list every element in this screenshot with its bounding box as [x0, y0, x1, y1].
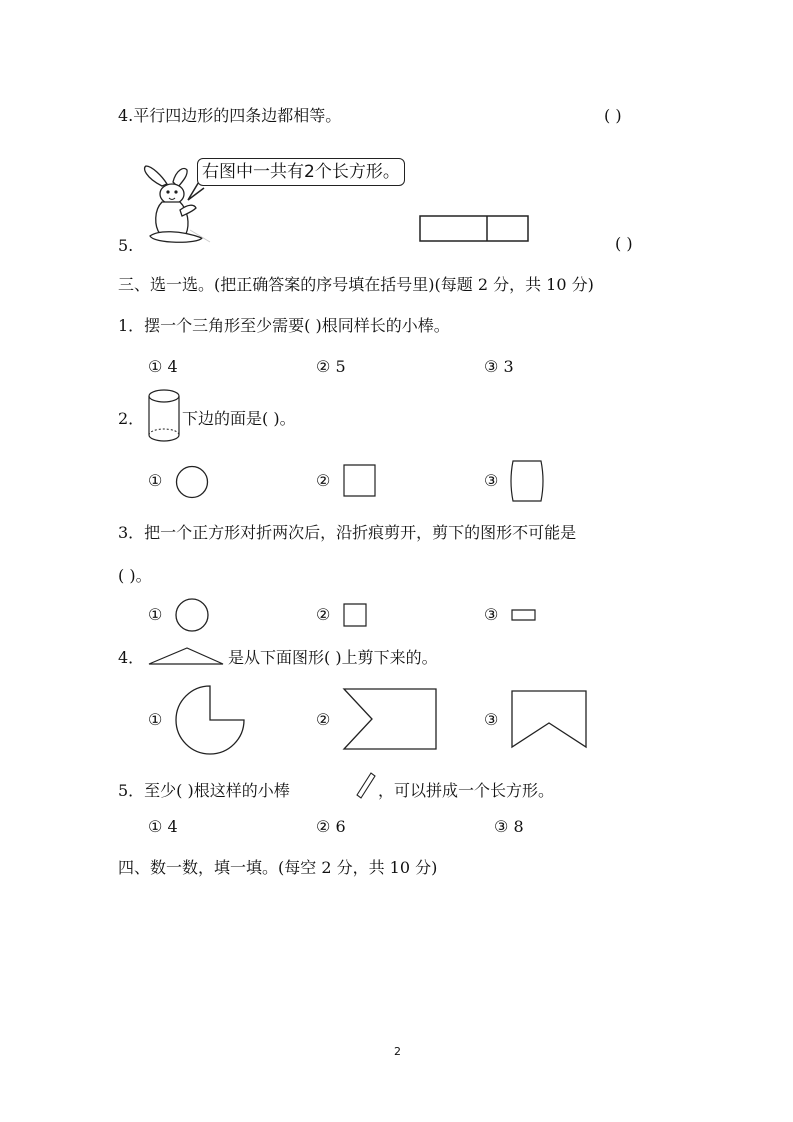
- option-marker: ③: [494, 817, 509, 836]
- choice-q3-text-line2: ( )。: [118, 566, 152, 585]
- choice-q5-option-3[interactable]: [494, 817, 524, 837]
- rectangle-shape[interactable]: [511, 609, 536, 621]
- choice-q3-text-line1: 3．把一个正方形对折两次后，沿折痕剪开，剪下的图形不可能是: [118, 523, 577, 542]
- option-value: 3: [503, 357, 514, 376]
- triangle-icon: [147, 646, 225, 666]
- choice-q1-option-3[interactable]: [484, 357, 514, 377]
- two-rectangles-figure: [419, 215, 529, 242]
- pie-cut-circle-shape[interactable]: [176, 684, 248, 756]
- square-shape[interactable]: [343, 603, 367, 627]
- choice-q5-text-part2: ，可以拼成一个长方形。: [378, 781, 555, 800]
- notched-pentagon-shape[interactable]: [342, 687, 438, 751]
- choice-q1-option-1[interactable]: [148, 357, 178, 377]
- part3-heading: 三、选一选。(把正确答案的序号填在括号里)(每题 2 分，共 10 分): [118, 275, 594, 294]
- option-marker: ②: [316, 357, 331, 376]
- choice-q1-option-2[interactable]: [316, 357, 346, 377]
- circle-shape[interactable]: [175, 597, 209, 633]
- choice-q4-option-1-marker[interactable]: ①: [148, 710, 163, 729]
- true-false-q5-answer-blank[interactable]: ( ): [615, 234, 633, 253]
- choice-q5-option-2[interactable]: [316, 817, 346, 837]
- option-value: 4: [167, 817, 178, 836]
- choice-q3-option-2-marker[interactable]: ②: [316, 605, 331, 624]
- cylinder-icon: [147, 388, 181, 444]
- choice-q2-option-3-marker[interactable]: ③: [484, 471, 499, 490]
- true-false-q5-number: 5.: [118, 236, 134, 255]
- choice-q4-option-3-marker[interactable]: ③: [484, 710, 499, 729]
- cylinder-side-shape[interactable]: [509, 459, 545, 503]
- option-value: 6: [335, 817, 346, 836]
- notched-banner-shape[interactable]: [510, 689, 588, 749]
- choice-q4-number: 4．: [118, 648, 145, 667]
- option-value: 4: [167, 357, 178, 376]
- choice-q3-option-3-marker[interactable]: ③: [484, 605, 499, 624]
- option-marker: ②: [316, 817, 331, 836]
- choice-q2-option-1-marker[interactable]: ①: [148, 471, 163, 490]
- option-value: 5: [335, 357, 346, 376]
- choice-q2-option-2-marker[interactable]: ②: [316, 471, 331, 490]
- choice-q1-text: 1．摆一个三角形至少需要( )根同样长的小棒。: [118, 316, 450, 335]
- choice-q5-text-part1: 5．至少( )根这样的小棒: [118, 781, 290, 800]
- square-shape[interactable]: [343, 464, 376, 497]
- choice-q4-option-2-marker[interactable]: ②: [316, 710, 331, 729]
- true-false-q4-answer-blank[interactable]: ( ): [604, 106, 622, 125]
- option-value: 8: [513, 817, 524, 836]
- choice-q4-text: 是从下面图形( )上剪下来的。: [228, 648, 438, 667]
- speech-bubble: 右图中一共有2个长方形。: [197, 158, 405, 186]
- part4-heading: 四、数一数，填一填。(每空 2 分，共 10 分): [118, 858, 438, 877]
- option-marker: ①: [148, 817, 163, 836]
- choice-q2-text: 下边的面是( )。: [182, 409, 296, 428]
- choice-q5-option-1[interactable]: [148, 817, 178, 837]
- page-number: 2: [394, 1045, 401, 1058]
- stick-icon: [355, 771, 377, 799]
- choice-q2-number: 2．: [118, 409, 145, 428]
- true-false-q4-text: 4.平行四边形的四条边都相等。: [118, 106, 342, 125]
- option-marker: ①: [148, 357, 163, 376]
- choice-q3-option-1-marker[interactable]: ①: [148, 605, 163, 624]
- option-marker: ③: [484, 357, 499, 376]
- circle-shape[interactable]: [175, 465, 209, 499]
